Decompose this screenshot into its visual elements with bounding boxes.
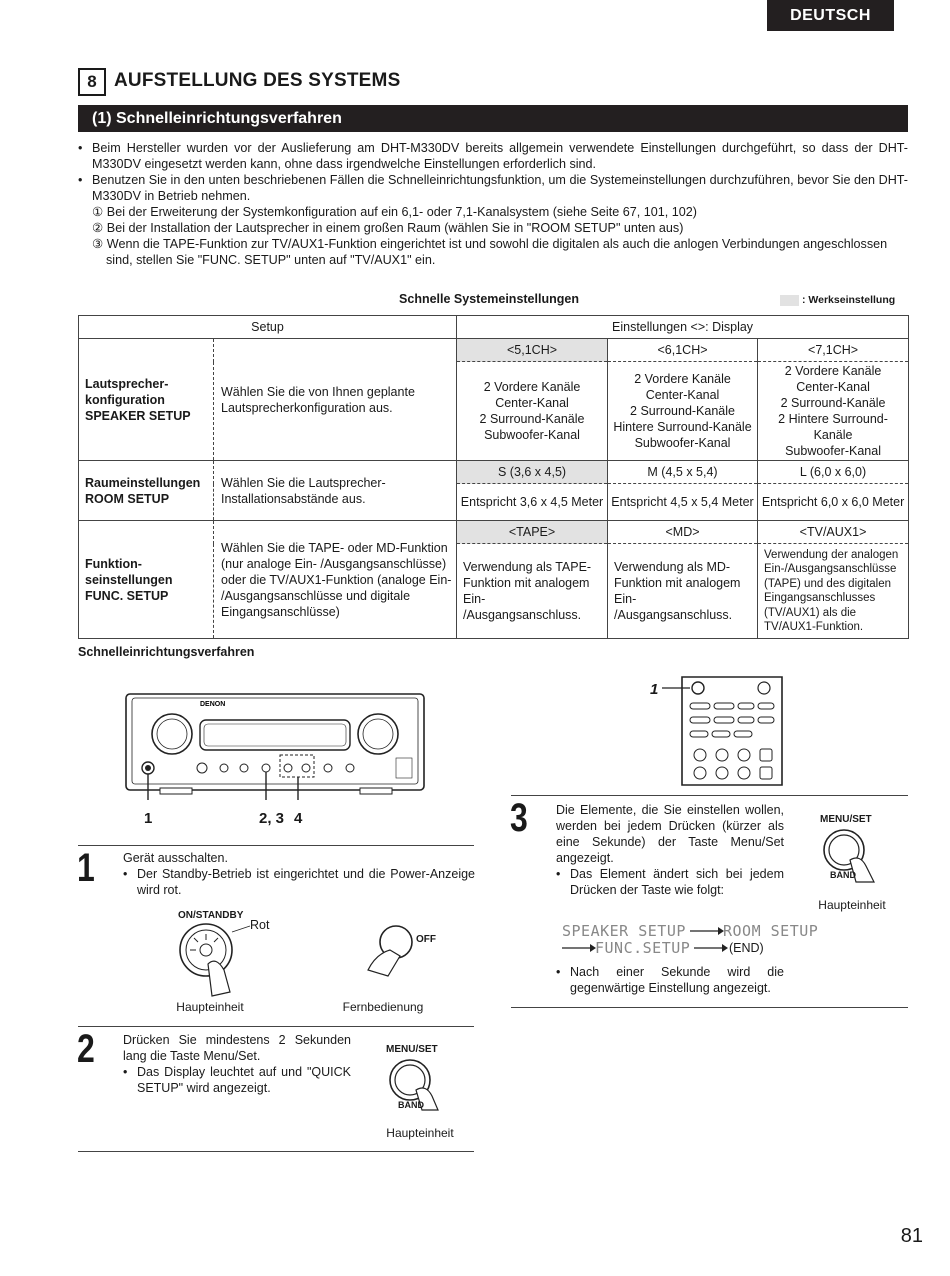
arrow-right-icon <box>690 926 724 936</box>
intro-case-3: ③ Wenn die TAPE-Funktion zur TV/AUX1-Funktion eingerichtet ist und sowohl die digitalen als auch die anlogen Verbindungen angeschlossen <box>92 237 888 251</box>
detail-cell: Verwendung als TAPE-Funktion mit analogem Ein- /Ausgangsanschluss. <box>457 544 608 639</box>
callout-power: 1 <box>144 810 153 827</box>
row-room-name: Raumeinstellungen ROOM SETUP <box>79 461 214 521</box>
band-label: BAND <box>398 1100 424 1110</box>
legend-label: : Werkseinstellung <box>802 294 896 306</box>
step-3-number: 3 <box>510 796 527 840</box>
option-cell: L (6,0 x 6,0) <box>758 461 909 484</box>
option-cell: M (4,5 x 5,4) <box>608 461 758 484</box>
table-row <box>79 521 909 544</box>
row-speaker-name: Lautsprecher- konfiguration SPEAKER SETUP <box>79 339 214 461</box>
step-1-number: 1 <box>77 846 94 890</box>
remote-illustration <box>660 675 784 787</box>
step-3-note: • Nach einer Sekunde wird die gegenwärtige Einstellung angezeigt. <box>556 964 784 996</box>
callout-remote-power: 1 <box>650 681 659 698</box>
section-title: AUFSTELLUNG DES SYSTEMS <box>114 70 401 91</box>
step-2-number: 2 <box>77 1027 94 1071</box>
step-divider <box>511 1007 908 1008</box>
on-standby-label: ON/STANDBY <box>178 910 244 921</box>
menu-set-label: MENU/SET <box>820 814 872 825</box>
intro-text <box>78 140 908 268</box>
table-row <box>79 461 909 484</box>
front-panel-illustration <box>120 688 430 800</box>
caption-main-unit: Haupteinheit <box>818 898 886 912</box>
option-cell: S (3,6 x 4,5) <box>457 461 608 484</box>
caption-remote: Fernbedienung <box>342 1000 424 1014</box>
off-label: OFF <box>416 934 436 945</box>
table-title: Schnelle Systemeinstellungen <box>399 292 579 306</box>
brand-logo: DENON <box>200 701 226 708</box>
step-divider <box>78 1151 474 1152</box>
step-3-text: Die Elemente, die Sie einstellen wollen, werden bei jedem Drücken (kürzer als eine Sekunde) der Taste Menu/Set angezeigt. • Das Element ändert sich bei jedem Drücken der Taste wie folgt: <box>556 802 784 898</box>
option-cell: <7,1CH> <box>758 339 909 362</box>
row-speaker-desc: Wählen Sie die von Ihnen geplante Lautsprecherkonfiguration aus. <box>214 339 457 461</box>
subsection-bar <box>78 105 908 132</box>
detail-cell: Entspricht 6,0 x 6,0 Meter <box>758 484 909 521</box>
remote-off-illustration <box>360 920 440 980</box>
option-cell: <6,1CH> <box>608 339 758 362</box>
row-room-desc: Wählen Sie die Lautsprecher-Installationsabstände aus. <box>214 461 457 521</box>
detail-cell: Entspricht 4,5 x 5,4 Meter <box>608 484 758 521</box>
step-divider <box>78 1026 474 1027</box>
caption-main-unit: Haupteinheit <box>386 1126 454 1140</box>
header-setup: Setup <box>79 316 457 339</box>
step-divider <box>78 845 474 846</box>
menu-set-label: MENU/SET <box>386 1044 438 1055</box>
red-label: Rot <box>250 918 270 932</box>
band-label: BAND <box>830 870 856 880</box>
lcd-func-setup: FUNC.SETUP <box>595 939 691 957</box>
row-func-name: Funktion- seinstellungen FUNC. SETUP <box>79 521 214 639</box>
callout-menu-set: 2, 3 <box>259 810 285 827</box>
caption-main-unit: Haupteinheit <box>176 1000 244 1014</box>
default-swatch <box>780 295 799 306</box>
language-tab: DEUTSCH <box>767 0 894 31</box>
intro-case-2: ② Bei der Installation der Lautsprecher in einem großen Raum (wählen Sie in "ROOM SETUP" unten aus) <box>92 221 684 235</box>
lcd-room-setup: ROOM SETUP <box>723 922 819 940</box>
detail-cell: Verwendung als MD-Funktion mit analogem Ein- /Ausgangsanschluss. <box>608 544 758 639</box>
settings-table <box>78 315 909 639</box>
row-func-desc: Wählen Sie die TAPE- oder MD-Funktion (nur analoge Ein- /Ausgangsanschlüsse) oder die TV/AUX1-Funktion (analoge Ein- /Ausgangsanschlüsse und digitale Eingangsanschlüsse) <box>214 521 457 639</box>
subsection-title: (1) Schnelleinrichtungsverfahren <box>92 109 342 127</box>
lcd-speaker-setup: SPEAKER SETUP <box>562 922 686 940</box>
detail-cell: Entspricht 3,6 x 4,5 Meter <box>457 484 608 521</box>
table-row <box>79 339 909 362</box>
table-header-row <box>79 316 909 339</box>
arrow-right-icon <box>562 943 596 953</box>
step-1-text: Gerät ausschalten. • Der Standby-Betrieb ist eingerichtet und die Power-Anzeige wird rot. <box>123 850 475 898</box>
procedure-heading: Schnelleinrichtungsverfahren <box>78 645 255 659</box>
page-number: 81 <box>900 1225 923 1247</box>
intro-case-1: ① Bei der Erweiterung der Systemkonfiguration auf ein 6,1- oder 7,1-Kanalsystem (siehe Seite 67, 101, 102) <box>92 205 697 219</box>
option-cell: <TAPE> <box>457 521 608 544</box>
intro-bullet-2: • Benutzen Sie in den unten beschriebenen Fällen die Schnelleinrichtungsfunktion, um die Systemeinstellungen durchzuführen, bevor Sie den DHT-M330DV in Betrieb nehmen. <box>78 172 908 204</box>
option-cell: <MD> <box>608 521 758 544</box>
step-2-text: Drücken Sie mindestens 2 Sekunden lang die Taste Menu/Set. • Das Display leuchtet auf und "QUICK SETUP" wird angezeigt. <box>123 1032 351 1096</box>
callout-select: 4 <box>294 810 303 827</box>
option-cell: <5,1CH> <box>457 339 608 362</box>
option-cell: <TV/AUX1> <box>758 521 909 544</box>
header-settings: Einstellungen <>: Display <box>457 316 909 339</box>
power-button-illustration <box>172 920 252 998</box>
intro-case-3-cont: sind, stellen Sie "FUNC. SETUP" unten auf "TV/AUX1" ein. <box>106 253 436 267</box>
detail-cell: 2 Vordere Kanäle Center-Kanal 2 Surround-Kanäle Hintere Surround-Kanäle Subwoofer-Kanal <box>608 362 758 461</box>
detail-cell: 2 Vordere Kanäle Center-Kanal 2 Surround-Kanäle 2 Hintere Surround-Kanäle Subwoofer-Kanal <box>758 362 909 461</box>
detail-cell: Verwendung der analogen Ein-/Ausgangsanschlüsse (TAPE) und des digitalen Eingangsanschlusses (TV/AUX1) als die TV/AUX1-Funktion. <box>758 544 909 639</box>
intro-bullet-1: • Beim Hersteller wurden vor der Auslieferung am DHT-M330DV bereits allgemein verwendete Einstellungen durchgeführt, so dass der DHT-M330DV eingesetzt werden kann, ohne dass irgendwelche Einstellungen erforderlich sind. <box>78 140 908 172</box>
legend <box>780 294 895 306</box>
section-number: 8 <box>78 68 106 96</box>
arrow-right-icon <box>694 943 728 953</box>
detail-cell: 2 Vordere Kanäle Center-Kanal 2 Surround-Kanäle Subwoofer-Kanal <box>457 362 608 461</box>
end-label: (END) <box>729 941 764 955</box>
step-divider <box>511 795 908 796</box>
